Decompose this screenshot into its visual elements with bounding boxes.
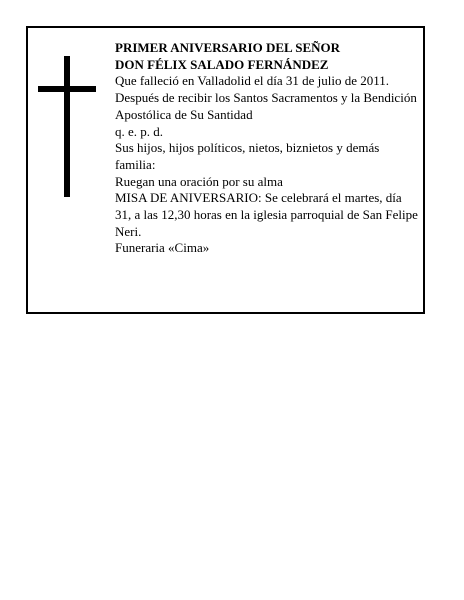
obituary-notice — [26, 26, 425, 314]
prayer-request: Ruegan una oración por su alma — [115, 173, 283, 189]
cross-vertical-bar — [64, 56, 70, 197]
family-text: Sus hijos, hijos políticos, nietos, biznietos y demás familia: — [115, 140, 380, 172]
funeral-home: Funeraria «Cima» — [115, 240, 210, 256]
notice-title-line-1: PRIMER ANIVERSARIO DEL SEÑOR — [115, 40, 341, 55]
death-announcement: Que falleció en Valladolid el día 31 de julio de 2011. — [115, 73, 390, 89]
rip-abbreviation: q. e. p. d. — [115, 123, 164, 139]
notice-title-line-2: DON FÉLIX SALADO FERNÁNDEZ — [115, 56, 329, 72]
cross-icon — [38, 56, 96, 197]
sacraments-text: Después de recibir los Santos Sacramentos y la Bendición Apostólica de Su Santidad — [115, 90, 417, 122]
notice-text — [115, 40, 420, 257]
mass-details: MISA DE ANIVERSARIO: Se celebrará el martes, día 31, a las 12,30 horas en la iglesia parroquial de San Felipe Neri. — [115, 190, 418, 239]
cross-horizontal-bar — [38, 86, 96, 92]
